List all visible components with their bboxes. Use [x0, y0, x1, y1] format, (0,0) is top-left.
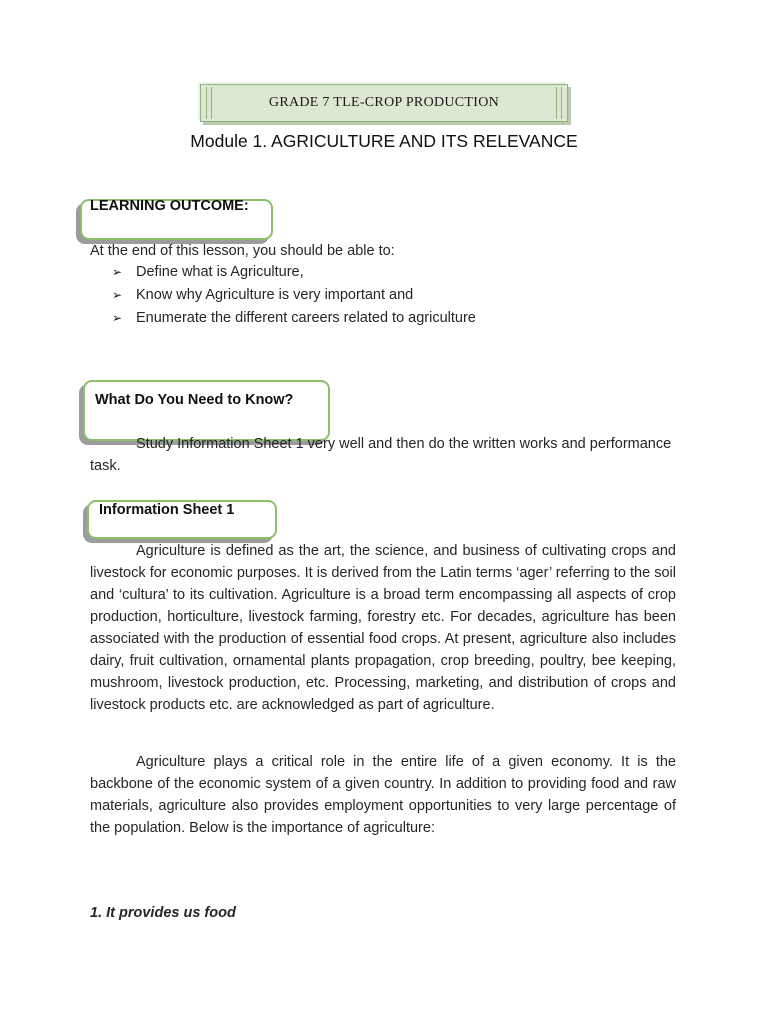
- need-to-know-label: What Do You Need to Know?: [95, 392, 294, 408]
- course-title: GRADE 7 TLE-CROP PRODUCTION: [268, 95, 500, 110]
- list-item-text: Know why Agriculture is very important and: [136, 287, 414, 303]
- arrowhead-bullet-icon: ➢: [112, 265, 123, 279]
- learning-outcome-label: LEARNING OUTCOME:: [90, 198, 249, 214]
- importance-point-1: 1. It provides us food: [90, 905, 236, 921]
- information-sheet-label: Information Sheet 1: [99, 502, 235, 518]
- list-item-text: Define what is Agriculture,: [136, 264, 304, 280]
- learning-outcome-intro: At the end of this lesson, you should be able to:: [90, 243, 395, 259]
- arrowhead-bullet-icon: ➢: [112, 288, 123, 302]
- list-item: [112, 307, 476, 330]
- list-item: [112, 261, 476, 284]
- list-item-text: Enumerate the different careers related to agriculture: [136, 310, 476, 326]
- list-item: [112, 284, 476, 307]
- learning-outcome-list: [112, 261, 476, 330]
- need-to-know-instruction: Study Information Sheet 1 very well and then do the written works and performance task.: [90, 436, 672, 474]
- need-to-know-box: [83, 380, 330, 441]
- arrowhead-bullet-icon: ➢: [112, 311, 123, 325]
- information-paragraph-1: Agriculture is defined as the art, the science, and business of cultivating crops and livestock for economic purposes. It is derived from the Latin terms ‘ager’ referring to the soil and ‘cultura’ to its cultivation. Agriculture is a broad term encompassing all aspects of crop production, horticulture, livestock farming, forestry etc. For decades, agriculture has been associated with the production of essential food crops. At present, agriculture also includes dairy, fruit cultivation, ornamental plants propagation, crop breeding, poultry, bee keeping, mushroom, livestock production, etc. Processing, marketing, and distribution of crops and livestock products etc. are acknowledged as part of agriculture.: [90, 543, 676, 713]
- module-title: Module 1. AGRICULTURE AND ITS RELEVANCE: [190, 131, 578, 151]
- information-paragraph-2: Agriculture plays a critical role in the entire life of a given economy. It is the backbone of the economic system of a given country. In addition to providing food and raw materials, agriculture also provides employment opportunities to very large percentage of the population. Below is the importance of agriculture:: [90, 754, 676, 836]
- course-title-banner: [200, 84, 568, 122]
